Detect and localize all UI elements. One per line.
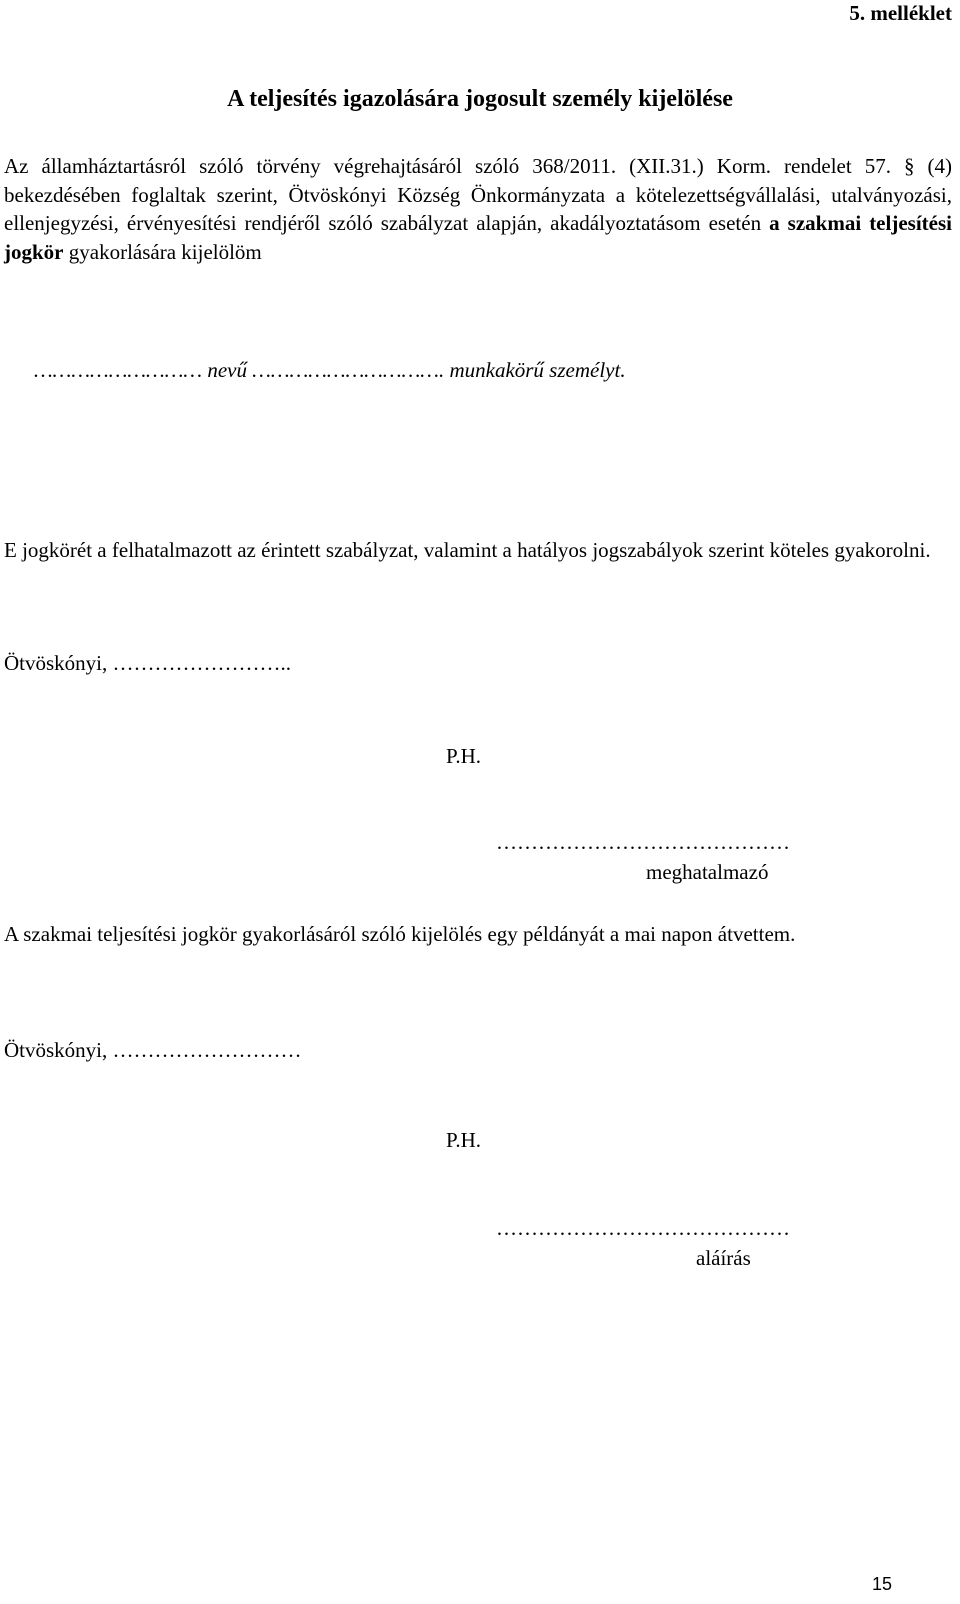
- paragraph-bold-phrase: a szakmai teljesítési jogkör: [4, 211, 952, 264]
- authorization-paragraph: [4, 152, 952, 266]
- acknowledgement-paragraph: A szakmai teljesítési jogkör gyakorlásáról szóló kijelölés egy példányát a mai napon átvettem.: [4, 922, 796, 946]
- position-blank: ………………………….: [252, 358, 445, 382]
- signature-label: meghatalmazó: [646, 860, 769, 884]
- place-date-line: Ötvöskónyi, ……………………..: [4, 651, 292, 675]
- designation-line: [34, 358, 952, 383]
- annex-label: 5. melléklet: [849, 1, 952, 25]
- paragraph-text-start: Az államháztartásról szóló törvény végrehajtásáról szóló 368/2011. (XII.31.) Korm. rendelet 57. § (4) bekezdésében foglaltak szerint, Ötvöskónyi Község Önkormányzata a kötelezettségvállalási, utalványozási, ellenjegyzési, érvényesítési rendjéről szóló szabályzat alapján, akadályoztatásom esetén: [4, 154, 952, 235]
- name-label: nevű: [202, 358, 253, 382]
- signature-line: ……………………………………: [496, 1216, 790, 1240]
- page-number: 15: [872, 1574, 893, 1594]
- document-title: A teljesítés igazolására jogosult személy kijelölése: [227, 86, 733, 112]
- paragraph-text-end: gyakorlására kijelölöm: [63, 239, 262, 264]
- stamp-placeholder: P.H.: [446, 744, 482, 768]
- stamp-placeholder: P.H.: [446, 1128, 482, 1152]
- place-date-line: Ötvöskónyi, ………………………: [4, 1038, 302, 1062]
- name-blank: ………………………: [34, 358, 203, 382]
- signature-label: aláírás: [696, 1246, 751, 1270]
- signature-line: ……………………………………: [496, 830, 790, 854]
- obligation-paragraph: E jogkörét a felhatalmazott az érintett szabályzat, valamint a hatályos jogszabályok szerint köteles gyakorolni.: [4, 538, 931, 562]
- position-label: munkakörű személyt.: [444, 358, 626, 382]
